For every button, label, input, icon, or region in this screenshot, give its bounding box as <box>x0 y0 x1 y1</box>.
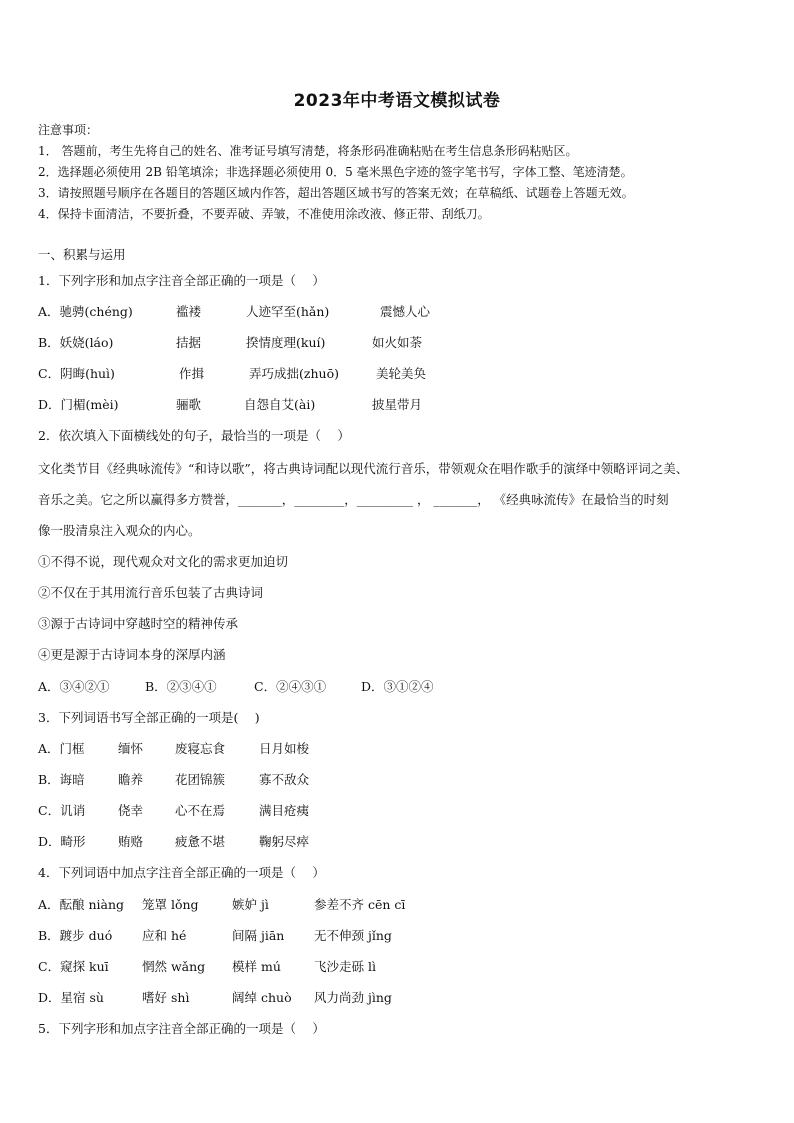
q2-choice-d: D．③①②④ <box>361 679 434 694</box>
question-5-stem: 5．下列字形和加点字注音全部正确的一项是（ ） <box>38 1021 325 1036</box>
question-1-stem: 1．下列字形和加点字注音全部正确的一项是（ ） <box>38 273 325 288</box>
q2-choice-b: B．②③④① <box>145 679 217 694</box>
q3-option-b-4: 寡不敌众 <box>259 772 310 787</box>
q4-option-b-3: 间隔 jiān <box>232 928 285 943</box>
q4-option-a-2: 笼罩 lǒng <box>142 897 199 912</box>
q3-option-c-2: 侥幸 <box>118 803 144 818</box>
q1-option-a-1: A．驰骋(chéng) <box>38 304 133 319</box>
notice-heading: 注意事项： <box>38 123 99 137</box>
q1-option-a-2: 褴褛 <box>176 304 202 319</box>
q1-option-d-4: 披星带月 <box>372 397 423 412</box>
question-2-passage-line-2: 音乐之美。它之所以赢得多方赞誉，_______，________，_________ ， _______， 《经典咏流传》在最恰当的时刻 <box>38 492 669 507</box>
q4-option-b-1: B．踱步 duó <box>38 928 113 943</box>
q3-option-c-4: 满目疮痍 <box>259 803 310 818</box>
q1-option-b-1: B．妖娆(láo) <box>38 335 114 350</box>
notice-item-4: 4．保持卡面清洁，不要折叠，不要弄破、弄皱，不准使用涂改液、修正带、刮纸刀。 <box>38 207 490 221</box>
notice-item-3: 3．请按照题号顺序在各题目的答题区域内作答，超出答题区域书写的答案无效；在草稿纸、试题卷上答题无效。 <box>38 186 634 200</box>
q4-option-b-4: 无不伸颈 jǐng <box>314 928 392 943</box>
question-2-sentence-2: ②不仅在于其用流行音乐包装了古典诗词 <box>38 585 264 600</box>
q4-option-d-3: 阔绰 chuò <box>232 990 292 1005</box>
q3-option-c-1: C．讥诮 <box>38 803 86 818</box>
q4-option-c-1: C．窥探 kuī <box>38 959 109 974</box>
q3-option-d-1: D．畸形 <box>38 834 86 849</box>
question-2-passage-line-3: 像一股清泉注入观众的内心。 <box>38 523 201 538</box>
q2-choice-c: C．②④③① <box>254 679 327 694</box>
q1-option-a-3: 人迹罕至(hǎn) <box>246 304 330 319</box>
q4-option-a-3: 嫉妒 jì <box>232 897 269 912</box>
q4-option-a-1: A．酝酿 niàng <box>38 897 125 912</box>
question-2-passage-line-1: 文化类节目《经典咏流传》“和诗以歌”，将古典诗词配以现代流行音乐，带领观众在唱作歌手的演绎中领略评词之美、 <box>38 461 689 476</box>
q3-option-b-3: 花团锦簇 <box>175 772 226 787</box>
notice-item-1: 1． 答题前，考生先将自己的姓名、准考证号填写清楚，将条形码准确粘贴在考生信息条形码粘贴区。 <box>38 144 578 158</box>
q3-option-d-2: 贿赂 <box>118 834 144 849</box>
q4-option-c-3: 模样 mú <box>232 959 281 974</box>
q1-option-b-3: 揆情度理(kuí) <box>246 335 326 350</box>
q3-option-b-2: 瞻养 <box>118 772 144 787</box>
q1-option-d-1: D．门楣(mèi) <box>38 397 119 412</box>
q1-option-b-4: 如火如荼 <box>372 335 423 350</box>
q1-option-c-3: 弄巧成拙(zhuō) <box>249 366 339 381</box>
question-4-stem: 4．下列词语中加点字注音全部正确的一项是（ ） <box>38 865 325 880</box>
q4-option-a-4: 参差不齐 cēn cī <box>314 897 406 912</box>
q3-option-d-3: 疲惫不堪 <box>175 834 226 849</box>
q3-option-d-4: 鞠躬尽瘁 <box>259 834 310 849</box>
q1-option-a-4: 震憾人心 <box>380 304 431 319</box>
q4-option-c-4: 飞沙走砾 lì <box>314 959 376 974</box>
q3-option-a-4: 日月如梭 <box>259 741 310 756</box>
q3-option-c-3: 心不在焉 <box>175 803 226 818</box>
question-2-sentence-3: ③源于古诗词中穿越时空的精神传承 <box>38 616 239 631</box>
q4-option-d-1: D．星宿 sù <box>38 990 104 1005</box>
q4-option-d-4: 风力尚劲 jìng <box>314 990 392 1005</box>
section-heading: 一、积累与运用 <box>38 247 126 262</box>
notice-item-2: 2．选择题必须使用 2B 铅笔填涂；非选择题必须使用 0．5 毫米黑色字迹的签字笔书写，字体工整、笔迹清楚。 <box>38 165 633 179</box>
q3-option-a-2: 缅怀 <box>118 741 144 756</box>
question-2-sentence-4: ④更是源于古诗词本身的深厚内涵 <box>38 647 226 662</box>
q3-option-a-3: 废寝忘食 <box>175 741 226 756</box>
q1-option-c-4: 美轮美奂 <box>376 366 427 381</box>
q4-option-c-2: 惘然 wǎng <box>142 959 206 974</box>
q1-option-d-3: 自怨自艾(ài) <box>244 397 316 412</box>
q2-choice-a: A．③④②① <box>38 679 110 694</box>
page-title: 2023年中考语文模拟试卷 <box>293 91 501 111</box>
q4-option-d-2: 嗜好 shì <box>142 990 190 1005</box>
q3-option-a-1: A．门框 <box>38 741 85 756</box>
q1-option-d-2: 骊歌 <box>176 397 202 412</box>
q1-option-c-2: 作揖 <box>179 366 205 381</box>
question-2-sentence-1: ①不得不说，现代观众对文化的需求更加迫切 <box>38 554 289 569</box>
question-2-stem: 2．依次填入下面横线处的句子，最恰当的一项是（ ） <box>38 428 350 443</box>
q1-option-b-2: 拮据 <box>176 335 202 350</box>
q4-option-b-2: 应和 hé <box>142 928 187 943</box>
q3-option-b-1: B．诲暗 <box>38 772 85 787</box>
question-3-stem: 3．下列词语书写全部正确的一项是( ) <box>38 710 260 725</box>
q1-option-c-1: C．阴晦(huì) <box>38 366 115 381</box>
